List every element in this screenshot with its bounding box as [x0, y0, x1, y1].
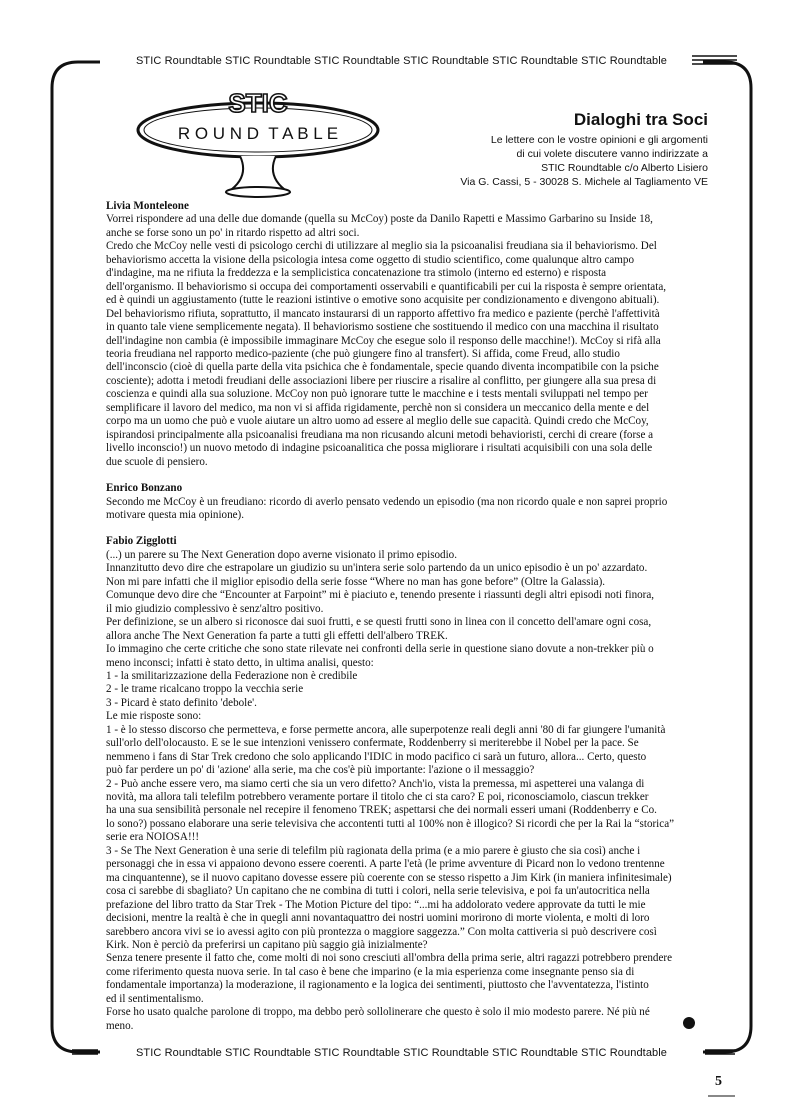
letter-line: 2 - Può anche essere vero, ma siamo certi che sia un vero difetto? Anch'io, vista la premessa, mi aspetterei una valanga di — [106, 777, 645, 790]
letter-line: Non mi pare infatti che il miglior episodio della serie fosse “Where no man has gone before” (Oltre la Galassia). — [106, 575, 606, 588]
letter-line: dell'inconscio (cioè di quella parte della vita psichica che è fondamentale, specie quando diventa incompatibile con la psiche — [106, 361, 659, 374]
letter-line: Forse ho usato qualche parolone di troppo, ma debbo però sollolinerare che questo è solo il mio modesto parere. Né più né — [106, 1006, 650, 1019]
letter-line: livello inconscio!) un nuovo metodo di indagine psicoanalitica che possa migliorare i risultati acquisibili con una sola delle — [106, 442, 653, 455]
letter-line: Io immagino che certe critiche che sono state rilevate nei confronti della serie in questione siano dovute a non-trekker più o — [106, 643, 654, 656]
letter-line: allora anche The Next Generation fa parte a tutti gli effetti dell'albero TREK. — [106, 629, 448, 642]
letter-line: sull'orlo dell'olocausto. E se le sue intenzioni venissero confermate, Roddenberry si meriterebbe il Nobel per la pace. Se — [106, 737, 639, 750]
letter-line: in quanto tale viene semplicemente negata). Il behaviorismo sostiene che sostituendo il medico con una macchina il risultato — [106, 321, 659, 334]
letter-line: (...) un parere su The Next Generation dopo averne visionato il primo episodio. — [106, 548, 458, 561]
masthead-line: STIC Roundtable c/o Alberto Lisiero — [541, 162, 708, 174]
letter-line: prefazione del libro tratto da Star Trek - The Motion Picture del tipo: “...mi ha addolorato vedere approvate da tutti le mie — [106, 898, 646, 911]
letter-line: Secondo me McCoy è un freudiano: ricordo di averlo pensato vedendo un episodio (ma non ricordo quale e non saprei proprio — [106, 495, 668, 508]
letter-line: come riferimento questa nuova serie. In tal caso è bene che imparino (e la mia esperienza come insegnante penso sia di — [106, 965, 635, 978]
letter-author: Livia Monteleone — [106, 200, 189, 212]
letter-line: behaviorismo accetta la visione della psicologia intesa come oggetto di studio scientifico, come qualunque altro campo — [106, 253, 635, 266]
running-header: STIC Roundtable STIC Roundtable STIC Roundtable STIC Roundtable STIC Roundtable STIC Roundtable — [0, 55, 803, 67]
letter-line: serie era NOIOSA!!! — [106, 831, 200, 844]
letter-line: dell'organismo. Il behaviorismo si occupa dei comportamenti osservabili e quantificabili per cui la risposta è sempre orientata, — [106, 280, 667, 293]
letter-gap — [106, 469, 698, 482]
letter-line: ispirandosi principalmente alla psicoanalisi freudiana ma non ricusando alcuni metodi behavioristi, cerchi di creare (forse a — [106, 428, 654, 441]
letter-line: Comunque devo dire che “Encounter at Farpoint” mi è piaciuto e, tenendo presente i riassunti degli altri episodi noti finora, — [106, 589, 655, 602]
stic-roundtable-logo — [118, 92, 398, 202]
letter-line: lo sono?) possano elaborare una serie televisiva che accontenti tutti al 100% non è illogico? Si ricordi che per la Rai la “storica” — [106, 817, 675, 830]
letter-line: teoria freudiana nel rapporto medico-paziente (che può giungere fino al transfert). Si affida, come Freud, allo studio — [106, 347, 620, 360]
masthead-title: Dialoghi tra Soci — [573, 110, 708, 129]
letter-line: ha una sua sensibilità personale nel recepire il fenomeno TREK; aspettarsi che dei normali esseri umani (Roddenberry e Co. — [106, 804, 657, 817]
letter-line: Senza tenere presente il fatto che, come molti di noi sono cresciuti all'ombra della prima serie, altri ragazzi potrebbero prendere — [106, 952, 673, 965]
letter-line: corpo ma un uomo che può e vuole aiutare un altro uomo ad essere al meglio delle sue capacità. Quindi credo che McCoy, — [106, 415, 649, 428]
letter-line: anche se forse sono un po' in ritardo rispetto ad altri soci. — [106, 226, 360, 239]
letter-line: cosciente); adotta i metodi freudiani delle associazioni libere per riuscire a risalire al conflitto, per giungere alla sua presa di — [106, 374, 657, 387]
logo-bottom-text: R O U N D T A B L E — [177, 124, 339, 143]
letter-line: ma cinquantenne), se il nuovo capitano dovesse essere più coerente con se stesso rispetto a Jim Kirk (in maniera infinitesimale) — [106, 871, 672, 884]
letter-line: 2 - le trame ricalcano troppo la vecchia serie — [106, 683, 304, 696]
page-number: 5 — [715, 1074, 722, 1089]
letter-line: Credo che McCoy nelle vesti di psicologo cerchi di utilizzare al meglio sia la psicoanalisi freudiana sia il behaviorismo. Del — [106, 240, 657, 253]
letter-line: fondamentale importanza) la moderazione, il ragionamento e la logica dei sentimenti, piuttosto che l'avventatezza, l'istinto — [106, 979, 649, 992]
letter-line: coscienza e quindi alla sua soluzione. McCoy non può ignorare tutte le macchine e i tests mentali sviluppati nel tempo per — [106, 388, 648, 401]
letter-author: Fabio Zigglotti — [106, 535, 177, 548]
letter-line: 1 - è lo stesso discorso che permetteva, e forse permette ancora, alle superpotenze reali degli anni '80 di far giungere l'umanità — [106, 723, 666, 736]
letter-author: Enrico Bonzano — [106, 482, 183, 495]
letter-gap — [106, 522, 698, 535]
letter-line: Per definizione, se un albero si riconosce dai suoi frutti, e se questi frutti sono in linea con il concetto dell'amare ogni cosa, — [106, 616, 652, 629]
letter-line: cosa ci sarebbe di sbagliato? Un capitano che ne combina di tutti i colori, nella serie televisiva, e poi fa un'autocritica nella — [106, 885, 650, 898]
letter-line: novità, ma allora tali telefilm potrebbero veramente portare il titolo che ci sta caro? E poi, riconosciamolo, ciascun trekker — [106, 791, 649, 804]
letter-line: 3 - Picard è stato definito 'debole'. — [106, 696, 257, 709]
logo-top-text: STIC — [228, 92, 288, 118]
letter-line: motivare questa mia opinione). — [106, 508, 245, 521]
letter-line: d'indagine, ma ne rifiuta la freddezza e la semplicistica concatenazione tra stimolo (interno ed esterno) e risposta — [106, 267, 607, 280]
letter-line: sarebbero ancora vivi se io avessi agito con più prontezza o maggiore saggezza.” Con molta cattiveria si può descrivere così — [106, 925, 657, 938]
letter-line: decisioni, mentre la realtà è che in quegli anni novantaquattro dei nostri uomini morirono di morte violenta, e molti di loro — [106, 912, 650, 925]
letters-body — [106, 200, 698, 1033]
masthead-line: di cui volete discutere vanno indirizzate a — [516, 148, 708, 160]
letter-line: 3 - Se The Next Generation è una serie di telefilm più ragionata della prima (e a mio parere è giusto che sia così) anche i — [106, 844, 641, 857]
running-footer: STIC Roundtable STIC Roundtable STIC Roundtable STIC Roundtable STIC Roundtable STIC Roundtable — [0, 1047, 803, 1059]
letter-line: meno inconsci; infatti è stato detto, in ultima analisi, questo: — [106, 656, 374, 669]
masthead — [460, 110, 708, 189]
letter-line: due scuole di pensiero. — [106, 455, 208, 468]
letter-line: Innanzitutto devo dire che estrapolare un giudizio su un'intera serie solo partendo da un unico episodio è un po' azzardato. — [106, 562, 648, 575]
letter-line: il mio giudizio complessivo è senz'altro positivo. — [106, 602, 324, 615]
masthead-line: Le lettere con le vostre opinioni e gli argomenti — [490, 134, 708, 146]
letter-line: nemmeno i fans di Star Trek credono che solo applicando l'IDIC in modo pacifico ci sarà un futuro, allora... Certo, questo — [106, 750, 647, 763]
letter-line: dell'indagine non cambia (è impossibile immaginare McCoy che esegue solo il responso delle macchine!). McCoy si rifà alla — [106, 334, 661, 347]
letter-line: ed il sentimentalismo. — [106, 992, 204, 1005]
letter-line: semplificare il lavoro del medico, ma non vi si affida rigidamente, perchè non si considera un meccanico della mente e del — [106, 401, 650, 414]
end-bullet — [683, 1017, 695, 1029]
letter-line: ed è quindi un aggiustamento (tutte le reazioni istintive o emotive sono acquisite per condizionamento e divengono abituali). — [106, 294, 660, 307]
letter-line: Kirk. Non è perciò da preferirsi un capitano più saggio già inizialmente? — [106, 939, 428, 952]
letter-line: meno. — [106, 1019, 134, 1032]
letter-line: Del behaviorismo rifiuta, soprattutto, il mancato instaurarsi di un rapporto affettivo fra medico e paziente (perchè l'affettività — [106, 307, 660, 320]
letter-line: personaggi che in essa vi appaiono devono essere coerenti. A parte l'età (le prime avventure di Picard non lo vedono trentenne — [106, 858, 665, 871]
masthead-line: Via G. Cassi, 5 - 30028 S. Michele al Tagliamento VE — [460, 176, 708, 188]
letter-line: può far perdere un po' di 'azione' alla serie, ma che cos'è più importante: l'azione o il messaggio? — [106, 764, 535, 777]
letter-line: 1 - la smilitarizzazione della Federazione non è credibile — [106, 669, 358, 682]
letter-line: Vorrei rispondere ad una delle due domande (quella su McCoy) poste da Danilo Rapetti e Massimo Garbarino su Inside 18, — [106, 213, 653, 226]
letter-line: Le mie risposte sono: — [106, 710, 202, 723]
